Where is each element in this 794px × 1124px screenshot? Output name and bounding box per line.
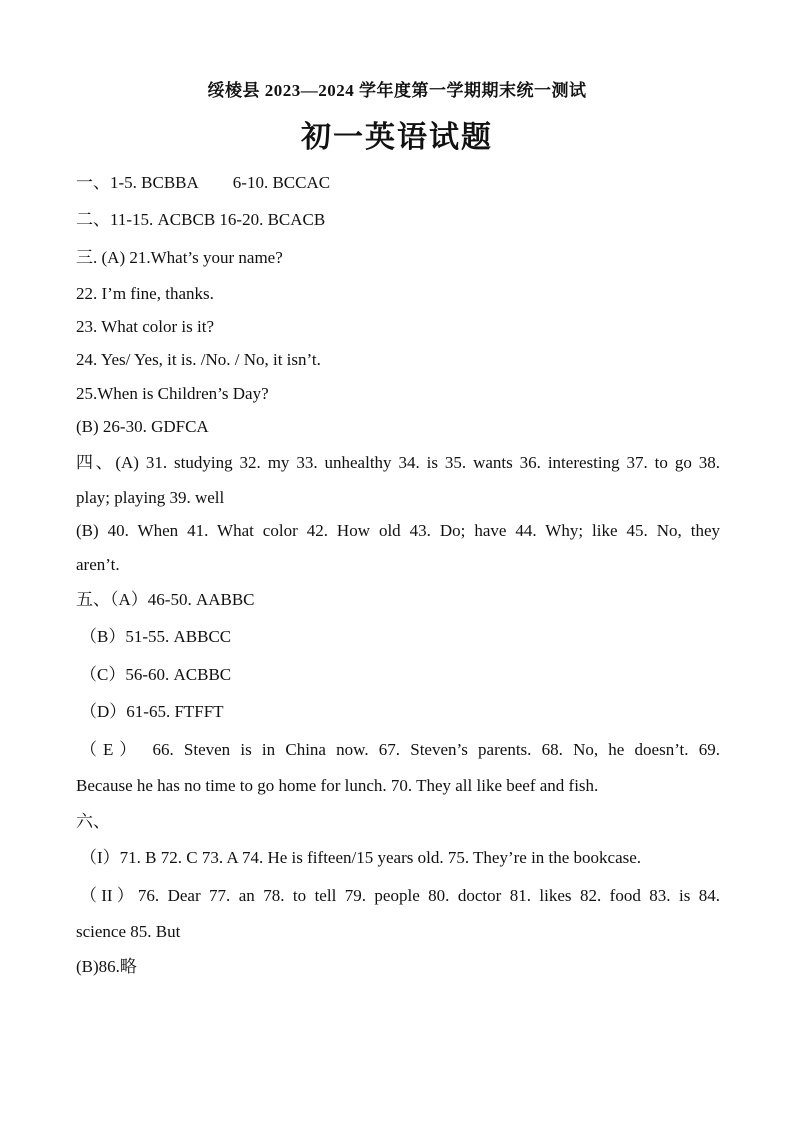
section-6-ii-line-1: （II）76. Dear 77. an 78. to tell 79. people 80. doctor 81. likes 82. food 83. is 84. xyxy=(80,886,720,905)
section-5-part-a: 五、（A）46-50. AABBC xyxy=(76,590,255,609)
section-6-part-i: （I）71. B 72. C 73. A 74. He is fifteen/15 years old. 75. They’re in the bookcase. xyxy=(80,848,642,867)
section-5-e-line-2: Because he has no time to go home for lunch. 70. They all like beef and fish. xyxy=(76,776,599,795)
section-4-b-line-1: (B) 40. When 41. What color 42. How old 43. Do; have 44. Why; like 45. No, they xyxy=(76,521,720,540)
section-6-part-b: (B)86.略 xyxy=(76,957,137,976)
section-3-part-b: (B) 26-30. GDFCA xyxy=(76,417,209,436)
exam-title: 初一英语试题 xyxy=(301,121,493,154)
section-3-line-25: 25.When is Children’s Day? xyxy=(76,384,269,403)
section-2-line: 二、11-15. ACBCB 16-20. BCACB xyxy=(76,210,326,229)
section-3-line-22: 22. I’m fine, thanks. xyxy=(76,284,214,303)
exam-subtitle: 绥棱县 2023—2024 学年度第一学期期末统一测试 xyxy=(207,81,587,100)
section-4-a-line-2: play; playing 39. well xyxy=(76,488,225,507)
section-6-ii-line-2: science 85. But xyxy=(76,922,181,941)
section-4-a-line-1: 四、(A) 31. studying 32. my 33. unhealthy 34. is 35. wants 36. interesting 37. to go 38. xyxy=(76,453,720,472)
section-5-e-line-1: （E） 66. Steven is in China now. 67. Steven’s parents. 68. No, he doesn’t. 69. xyxy=(80,740,720,759)
section-3-line-24: 24. Yes/ Yes, it is. /No. / No, it isn’t. xyxy=(76,350,321,369)
section-1-answers-a: 一、1-5. BCBBA xyxy=(76,173,199,192)
section-3-line-23: 23. What color is it? xyxy=(76,317,215,336)
section-1-answers-b: 6-10. BCCAC xyxy=(232,173,331,192)
section-3-line-21: 三. (A) 21.What’s your name? xyxy=(76,248,283,267)
section-5-part-c: （C）56-60. ACBBC xyxy=(80,665,232,684)
section-1-line xyxy=(76,173,330,193)
section-6-heading: 六、 xyxy=(76,812,110,831)
section-5-part-d: （D）61-65. FTFFT xyxy=(80,702,224,721)
section-4-b-line-2: aren’t. xyxy=(76,555,120,574)
section-5-part-b: （B）51-55. ABBCC xyxy=(80,627,232,646)
